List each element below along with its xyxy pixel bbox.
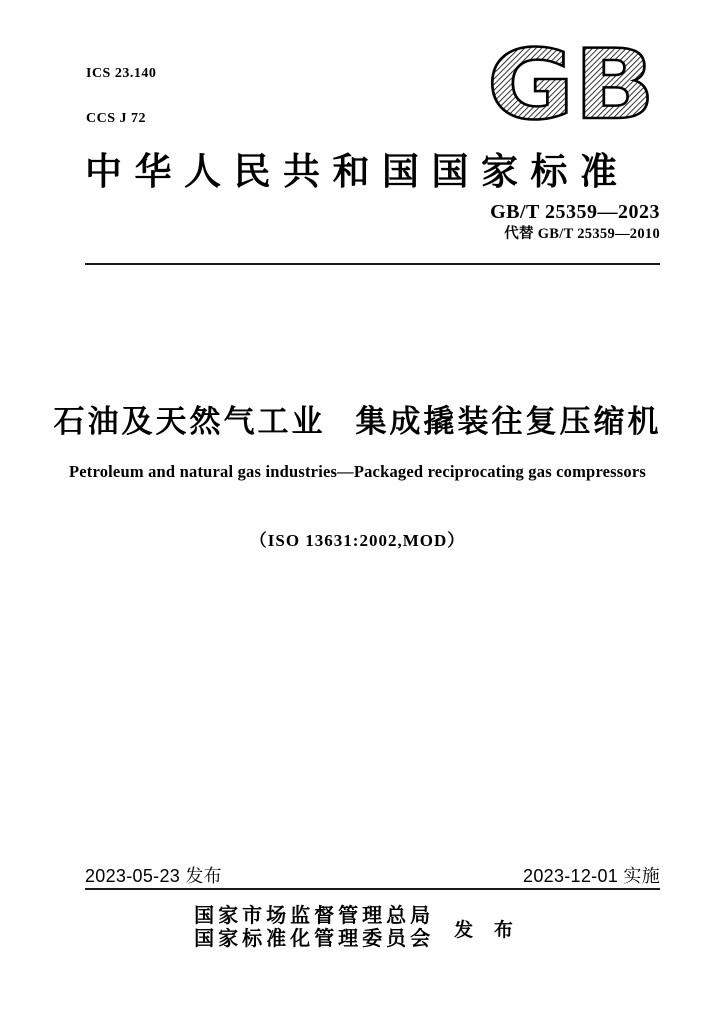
dates-row bbox=[85, 862, 660, 888]
issue-date: 2023-05-23 发布 bbox=[85, 866, 222, 886]
ics-code: ICS 23.140 bbox=[86, 66, 157, 81]
ccs-code: CCS J 72 bbox=[86, 111, 147, 126]
title-cn-part1: 石油及天然气工业 bbox=[53, 404, 326, 439]
standard-number: GB/T 25359—2023 bbox=[490, 201, 660, 223]
bottom-divider bbox=[85, 888, 660, 890]
publish-label: 发 布 bbox=[454, 919, 521, 941]
standard-number-block bbox=[490, 200, 660, 244]
document-title-en: Petroleum and natural gas industries—Packaged reciprocating gas compressors bbox=[68, 462, 647, 481]
replaces-note: 代替 GB/T 25359—2010 bbox=[504, 226, 660, 242]
national-standard-heading: 中华人民共和国国家标准 bbox=[85, 152, 630, 193]
gb-logo-text: GB bbox=[487, 42, 655, 122]
publisher-block bbox=[0, 905, 715, 951]
publisher-line2: 国家标准化管理委员会 bbox=[194, 928, 435, 950]
gb-logo-icon bbox=[485, 42, 657, 122]
publisher-line1: 国家市场监督管理总局 bbox=[194, 905, 435, 927]
classification-codes bbox=[86, 36, 156, 156]
publisher-names bbox=[194, 905, 434, 951]
iso-reference: （ISO 13631:2002,MOD） bbox=[249, 531, 466, 550]
implementation-date: 2023-12-01 实施 bbox=[523, 866, 660, 886]
top-divider bbox=[85, 263, 660, 265]
title-cn-part2: 集成撬装往复压缩机 bbox=[355, 404, 662, 439]
document-title-cn bbox=[0, 396, 715, 441]
